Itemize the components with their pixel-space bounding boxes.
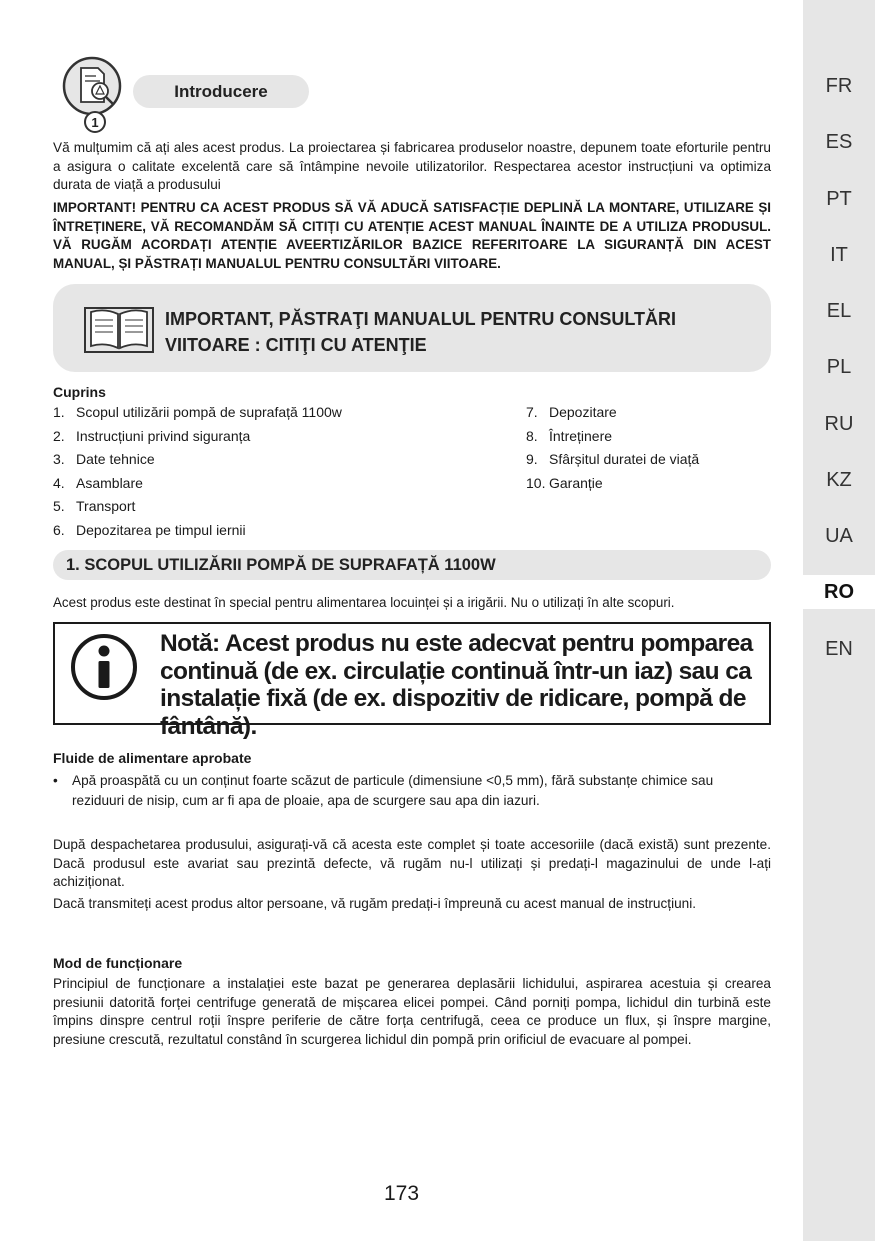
bullet-dot: • <box>53 773 58 788</box>
toc-item[interactable] <box>53 519 342 543</box>
toc-item[interactable] <box>53 448 342 472</box>
unpack-paragraph: După despachetarea produsului, asigurați-vă că acesta este complet și toate accesoriile (dacă există) sunt prezente. Dacă produsul este avariat sau prezintă defecte, vă rugăm nu-l utilizați și predați-l magazinului de unde l-ați achiziționat. <box>53 837 771 889</box>
lang-tab-ua[interactable]: UA <box>825 525 853 547</box>
toc-item[interactable] <box>53 401 342 425</box>
section-1-title: 1. SCOPUL UTILIZĂRII POMPĂ DE SUPRAFAȚĂ 1100W <box>66 556 496 574</box>
toc-item[interactable] <box>526 472 699 496</box>
usage-note-box <box>53 622 771 740</box>
toc-item[interactable] <box>53 472 342 496</box>
toc-item-number: 7. <box>526 404 538 420</box>
intro-heading: Introducere <box>133 75 309 108</box>
important-paragraph: IMPORTANT! PENTRU CA ACEST PRODUS SĂ VĂ ADUCĂ SATISFACȚIE DEPLINĂ LA MONTARE, UTILIZARE ȘI ÎNTREȚINERE, VĂ RECOMANDĂM SĂ CITIȚI CU ATENȚIE ACEST MANUAL ÎNAINTE DE A UTILIZA PRODUSUL. VĂ RUGĂM ACORDAȚI ATENȚIE AVEERTIZĂRILOR BAZICE REFERITOARE LA SIGURANȚĂ DIN ACEST MANUAL, ȘI PĂSTRAȚI MANUALUL PENTRU CONSULTĂRI VIITOARE. <box>53 200 771 271</box>
toc-item-label: Asamblare <box>76 474 143 491</box>
document-warning-icon <box>62 56 124 136</box>
section-1-intro: Acest produs este destinat în special pentru alimentarea locuinței și a irigării. Nu o utilizați în alte scopuri. <box>53 595 675 610</box>
toc-item-label: Sfârșitul duratei de viață <box>549 451 700 468</box>
notice-line-1: IMPORTANT, PĂSTRAŢI MANUALUL PENTRU CONSULTĂRI <box>165 309 676 329</box>
toc-title: Cuprins <box>53 384 106 400</box>
lang-tab-ro-active[interactable]: RO <box>803 575 875 609</box>
fluids-heading: Fluide de alimentare aprobate <box>53 750 252 766</box>
toc-left-column <box>53 401 342 543</box>
intro-paragraph: Vă mulțumim că ați ales acest produs. La proiectarea și fabricarea produselor noastre, depunem toate eforturile pentru a asigura o calitate excelentă care să întâmpine nevoile utilizatorilor. Respectarea acestor instrucțiuni va optimiza durata de viață a produsului <box>53 140 771 192</box>
toc-item[interactable] <box>526 401 699 425</box>
toc-item-label: Instrucțiuni privind siguranța <box>76 427 251 444</box>
toc-item-label: Scopul utilizării pompă de suprafață 1100w <box>76 404 342 420</box>
operation-paragraph: Principiul de funcționare a instalației este bazat pe generarea deplasării lichidului, aspirarea acestuia și crearea presiunii datorită forței centrifuge generată de mișcarea elicei pompei. Când porniți pompa, lichidul din turbină este împins dinspre centrul roții înspre periferie de către forța centrifugă, ceea ce produce un flux, și înspre margine, presiune crescută, rezultatul constând în scurgerea lichidul din pompă prin orificiul de evacuare al pompei. <box>53 976 771 1047</box>
notice-line-2: VIITOARE : CITIŢI CU ATENŢIE <box>165 335 427 355</box>
keep-manual-text <box>165 306 735 358</box>
lang-tab-it[interactable]: IT <box>830 244 848 266</box>
toc-item-label: Depozitarea pe timpul iernii <box>76 521 246 538</box>
lang-tab-kz[interactable]: KZ <box>826 469 852 491</box>
lang-tab-pl[interactable]: PL <box>826 356 852 378</box>
toc-item-number: 10. <box>526 474 546 491</box>
operation-heading: Mod de funcționare <box>53 955 183 971</box>
toc-item-number: 2. <box>53 427 65 444</box>
toc-item-number: 8. <box>526 427 538 444</box>
lang-tab-fr[interactable]: FR <box>825 75 853 97</box>
page-number: 173 <box>383 1182 420 1205</box>
section-1-header <box>53 550 771 580</box>
toc-item-label: Întreținere <box>549 427 613 444</box>
language-sidebar <box>803 0 875 1241</box>
info-icon <box>69 632 139 702</box>
lang-tab-ru[interactable]: RU <box>824 413 854 435</box>
keep-manual-notice <box>53 284 771 372</box>
toc-right-column <box>526 401 699 495</box>
toc-item-label: Garanție <box>549 474 603 491</box>
lang-tab-el[interactable]: EL <box>826 300 852 322</box>
transfer-paragraph: Dacă transmiteți acest produs altor persoane, vă rugăm predați-i împreună cu acest manual de instrucțiuni. <box>53 896 697 911</box>
toc-item[interactable] <box>526 448 699 472</box>
toc-item[interactable] <box>526 425 699 449</box>
toc-item[interactable] <box>53 425 342 449</box>
toc-item-number: 6. <box>53 521 65 538</box>
fluids-bullet-text: Apă proaspătă cu un conținut foarte scăzut de particule (dimensiune <0,5 mm), fără substanțe chimice sau reziduuri de nisip, cum ar fi apa de ploaie, apa de scurgere sau apa din iazuri. <box>72 773 714 808</box>
lang-tab-en[interactable]: EN <box>825 638 853 660</box>
intro-badge-number: 1 <box>91 115 99 130</box>
toc-item-label: Transport <box>76 498 136 515</box>
toc-item-label: Date tehnice <box>76 451 155 468</box>
toc-item[interactable] <box>53 495 342 519</box>
usage-note-text: Notă: Acest produs nu este adecvat pentru pomparea continuă (de ex. circulație continuă într-un iaz) sau ca instalație fixă (de ex. dispozitiv de ridicare, pompă de fântână). <box>160 630 753 740</box>
toc-item-number: 9. <box>526 451 538 468</box>
lang-tab-pt[interactable]: PT <box>826 188 852 210</box>
toc-item-number: 5. <box>53 498 65 515</box>
toc-item-number: 4. <box>53 474 65 491</box>
open-book-icon <box>83 304 155 356</box>
lang-tab-es[interactable]: ES <box>825 131 853 153</box>
toc-item-number: 1. <box>53 404 65 420</box>
toc-item-number: 3. <box>53 451 65 468</box>
toc-item-label: Depozitare <box>549 404 617 420</box>
